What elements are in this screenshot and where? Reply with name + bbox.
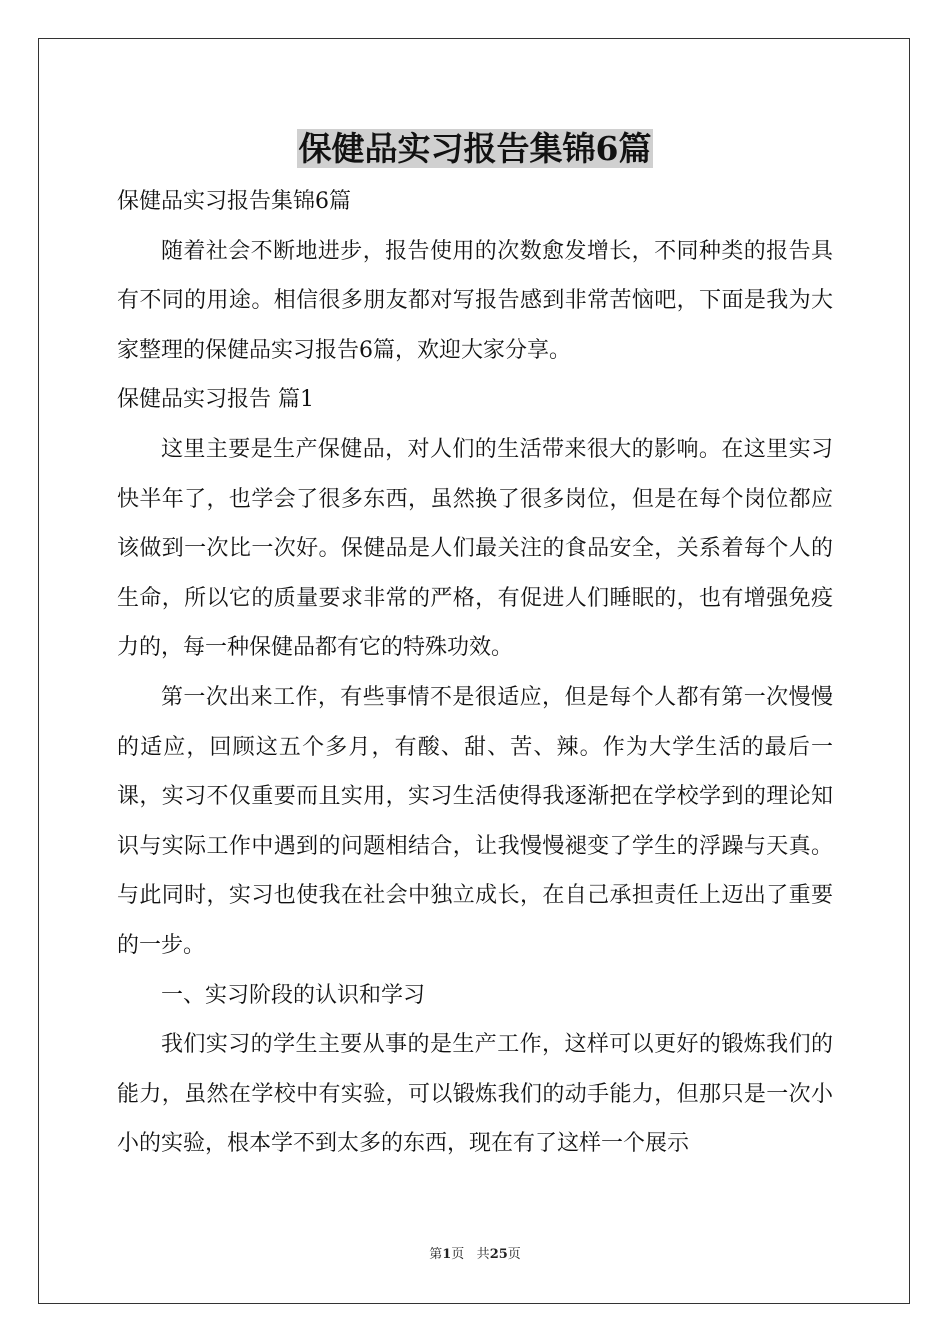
total-pages: 25 (489, 1247, 508, 1262)
body-paragraph: 这里主要是生产保健品，对人们的生活带来很大的影响。在这里实习快半年了，也学会了很多东西，虽然换了很多岗位，但是在每个岗位都应该做到一次比一次好。保健品是人们最关注的食品安全，关系着每个人的生命，所以它的质量要求非常的严格，有促进人们睡眠的，也有增强免疫力的，每一种保健品都有它的特殊功效。 (117, 436, 833, 661)
body-paragraph: 第一次出来工作，有些事情不是很适应，但是每个人都有第一次慢慢的适应，回顾这五个多月，有酸、甜、苦、辣。作为大学生活的最后一课，实习不仅重要而且实用，实习生活使得我逐渐把在学校学到的理论知识与实际工作中遇到的问题相结合，让我慢慢褪变了学生的浮躁与天真。与此同时，实习也使我在社会中独立成长，在自己承担责任上迈出了重要的一步。 (117, 684, 833, 958)
page-label-prefix: 第 (429, 1247, 443, 1262)
page-footer (0, 1245, 950, 1265)
body-paragraph: 保健品实习报告集锦6篇 (117, 189, 351, 214)
page-label-suffix: 页 (451, 1247, 465, 1262)
document-title-text: 保健品实习报告集锦6篇 (298, 129, 652, 168)
body-paragraph: 随着社会不断地进步，报告使用的次数愈发增长，不同种类的报告具有不同的用途。相信很多朋友都对写报告感到非常苦恼吧，下面是我为大家整理的保健品实习报告6篇，欢迎大家分享。 (117, 238, 833, 363)
section-heading: 保健品实习报告 篇1 (117, 387, 314, 413)
document-title (0, 126, 950, 172)
total-label-prefix: 共 (476, 1247, 490, 1262)
total-label-suffix: 页 (507, 1247, 521, 1262)
page-number: 1 (442, 1247, 452, 1262)
subsection-heading: 一、实习阶段的认识和学习 (161, 982, 426, 1008)
body-paragraph: 我们实习的学生主要从事的是生产工作，这样可以更好的锻炼我们的能力，虽然在学校中有实验，可以锻炼我们的动手能力，但那只是一次小小的实验，根本学不到太多的东西，现在有了这样一个展示 (117, 1032, 833, 1157)
document-body (117, 177, 833, 1169)
